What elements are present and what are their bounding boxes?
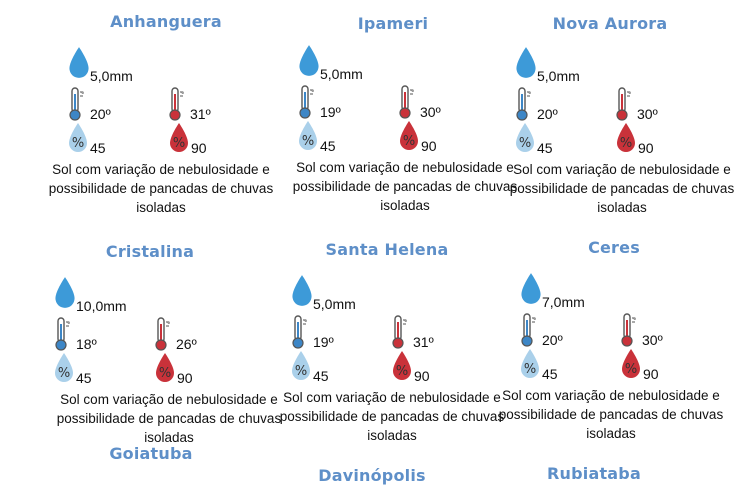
forecast-text: Sol com variação de nebulosidade e possibilidade de pancadas de chuvas isoladas (56, 392, 282, 445)
forecast-card (507, 46, 737, 216)
forecast-card (498, 272, 742, 442)
humidity-high-icon (154, 352, 176, 389)
humidity-high-icon (398, 120, 420, 157)
temp-min: 20º (537, 106, 558, 122)
svg-text:%: % (294, 364, 308, 379)
temp-max: 26º (176, 336, 197, 352)
svg-text:°: ° (528, 91, 532, 99)
svg-text:°: ° (404, 319, 408, 327)
humidity-max: 90 (191, 140, 207, 156)
humidity-max: 90 (414, 368, 430, 384)
thermometer-hot-icon (391, 314, 411, 355)
rain-amount: 5,0mm (537, 68, 580, 84)
thermometer-hot-icon (615, 86, 635, 127)
forecast-text: Sol com variação de nebulosidade e possibilidade de pancadas de chuvas isoladas (279, 390, 505, 443)
svg-text:°: ° (533, 317, 537, 325)
city-title: Davinópolis (318, 466, 426, 485)
thermometer-hot-icon (398, 84, 418, 125)
temp-max: 30º (637, 106, 658, 122)
rain-amount: 5,0mm (313, 296, 356, 312)
svg-text:%: % (395, 364, 409, 379)
svg-text:%: % (71, 136, 85, 151)
temp-min: 19º (313, 334, 334, 350)
humidity-max: 90 (421, 138, 437, 154)
thermometer-hot-icon (168, 86, 188, 127)
humidity-max: 90 (643, 366, 659, 382)
thermometer-hot-icon (154, 316, 174, 357)
thermometer-cold-icon (291, 314, 311, 355)
forecast-card (46, 276, 282, 446)
temp-min: 18º (76, 336, 97, 352)
humidity-min: 45 (313, 368, 329, 384)
humidity-high-icon (391, 350, 413, 387)
forecast-card (48, 46, 290, 216)
humidity-min: 45 (537, 140, 553, 156)
temp-min: 20º (90, 106, 111, 122)
rain-drop-icon (290, 274, 314, 313)
humidity-low-icon (519, 348, 541, 385)
svg-text:%: % (158, 366, 172, 381)
temp-max: 31º (190, 106, 211, 122)
city-title: Santa Helena (325, 240, 449, 259)
humidity-min: 45 (542, 366, 558, 382)
svg-text:%: % (402, 134, 416, 149)
svg-text:°: ° (67, 321, 71, 329)
city-title: Ceres (588, 238, 640, 257)
rain-drop-icon (519, 272, 543, 311)
svg-text:%: % (301, 134, 315, 149)
humidity-high-icon (620, 348, 642, 385)
city-title: Nova Aurora (552, 14, 668, 33)
humidity-low-icon (514, 122, 536, 159)
forecast-text: Sol com variação de nebulosidade e possibilidade de pancadas de chuvas isoladas (498, 388, 724, 441)
humidity-high-icon (168, 122, 190, 159)
city-title: Rubiataba (547, 464, 641, 483)
forecast-card (290, 44, 520, 214)
svg-text:%: % (624, 362, 638, 377)
forecast-text: Sol com variação de nebulosidade e possibilidade de pancadas de chuvas isoladas (509, 162, 735, 215)
humidity-low-icon (53, 352, 75, 389)
humidity-high-icon (615, 122, 637, 159)
city-title: Goiatuba (109, 444, 193, 463)
svg-text:°: ° (167, 321, 171, 329)
city-title: Ipameri (357, 14, 429, 33)
humidity-min: 45 (320, 138, 336, 154)
humidity-min: 45 (90, 140, 106, 156)
svg-text:°: ° (633, 317, 637, 325)
thermometer-hot-icon (620, 312, 640, 353)
humidity-low-icon (297, 120, 319, 157)
humidity-max: 90 (638, 140, 654, 156)
humidity-max: 90 (177, 370, 193, 386)
forecast-card (279, 274, 513, 444)
temp-max: 31º (413, 334, 434, 350)
humidity-min: 45 (76, 370, 92, 386)
thermometer-cold-icon (298, 84, 318, 125)
svg-text:°: ° (628, 91, 632, 99)
forecast-text: Sol com variação de nebulosidade e possibilidade de pancadas de chuvas isoladas (292, 160, 518, 213)
svg-text:°: ° (304, 319, 308, 327)
svg-text:%: % (172, 136, 186, 151)
rain-drop-icon (514, 46, 538, 85)
svg-text:°: ° (411, 89, 415, 97)
city-title: Anhanguera (110, 12, 222, 31)
svg-text:%: % (518, 136, 532, 151)
svg-text:%: % (619, 136, 633, 151)
thermometer-cold-icon (515, 86, 535, 127)
rain-amount: 7,0mm (542, 294, 585, 310)
rain-drop-icon (53, 276, 77, 315)
svg-text:°: ° (81, 91, 85, 99)
rain-amount: 5,0mm (90, 68, 133, 84)
thermometer-cold-icon (54, 316, 74, 357)
humidity-low-icon (67, 122, 89, 159)
temp-max: 30º (420, 104, 441, 120)
thermometer-cold-icon (68, 86, 88, 127)
svg-text:%: % (57, 366, 71, 381)
rain-amount: 10,0mm (76, 298, 127, 314)
rain-drop-icon (297, 44, 321, 83)
forecast-text: Sol com variação de nebulosidade e possibilidade de pancadas de chuvas isoladas (48, 162, 274, 215)
svg-text:°: ° (181, 91, 185, 99)
humidity-low-icon (290, 350, 312, 387)
rain-drop-icon (67, 46, 91, 85)
rain-amount: 5,0mm (320, 66, 363, 82)
svg-text:%: % (523, 362, 537, 377)
temp-max: 30º (642, 332, 663, 348)
temp-min: 19º (320, 104, 341, 120)
temp-min: 20º (542, 332, 563, 348)
svg-text:°: ° (311, 89, 315, 97)
city-title: Cristalina (105, 242, 195, 261)
thermometer-cold-icon (520, 312, 540, 353)
